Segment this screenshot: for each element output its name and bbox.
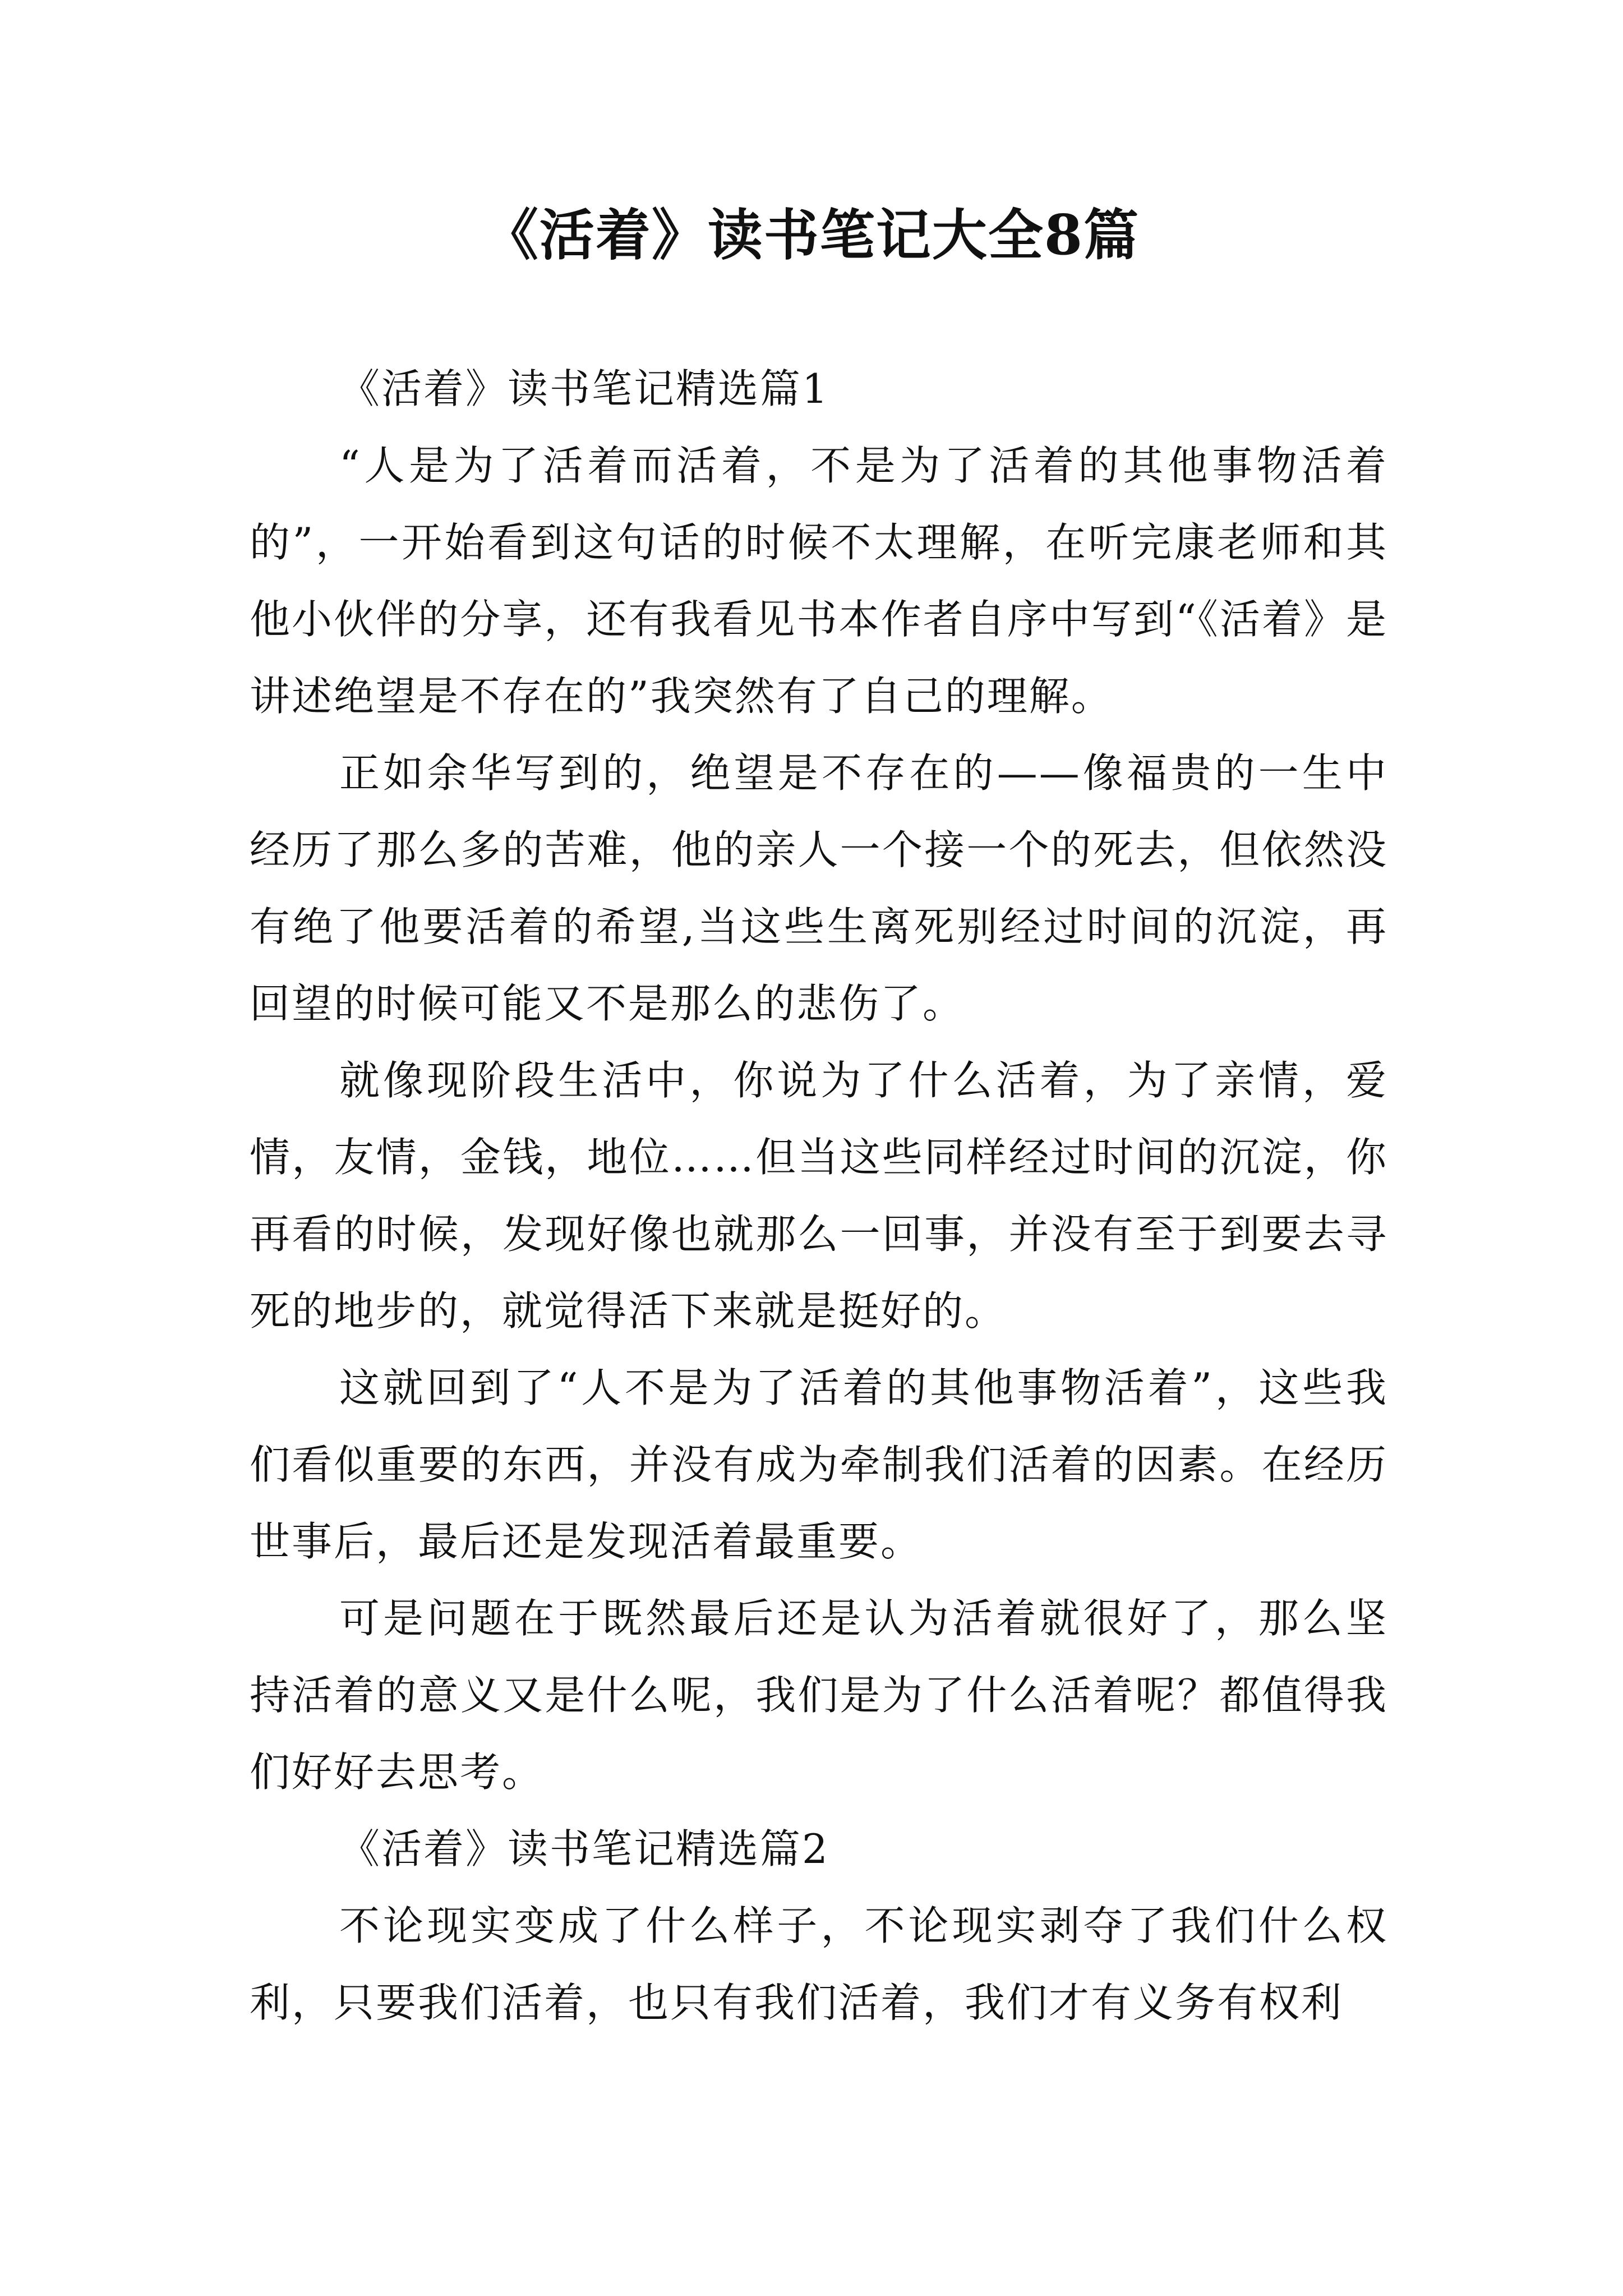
paragraph: 就像现阶段生活中，你说为了什么活着，为了亲情，爱情，友情，金钱，地位……但当这些同样经过时间的沉淀，你再看的时候，发现好像也就那么一回事，并没有至于到要去寻死的地步的，就觉得活下来就是挺好的。 (250, 1057, 1388, 1335)
section-heading: 《活着》读书笔记精选篇1 (339, 365, 829, 412)
paragraph: 正如余华写到的，绝望是不存在的——像福贵的一生中经历了那么多的苦难，他的亲人一个接一个的死去，但依然没有绝了他要活着的希望,当这些生离死别经过时间的沉淀，再回望的时候可能又不是那么的悲伤了。 (250, 749, 1388, 1027)
paragraph: “人是为了活着而活着，不是为了活着的其他事物活着的”，一开始看到这句话的时候不太理解，在听完康老师和其他小伙伴的分享，还有我看见书本作者自序中写到“《活着》是讲述绝望是不存在的”我突然有了自己的理解。 (250, 442, 1388, 720)
document-title: 《活着》读书笔记大全8篇 (483, 203, 1140, 268)
document-body (250, 351, 1388, 2041)
paragraph: 可是问题在于既然最后还是认为活着就很好了，那么坚持活着的意义又是什么呢，我们是为了什么活着呢？都值得我们好好去思考。 (250, 1595, 1388, 1796)
section-heading: 《活着》读书笔记精选篇2 (339, 1825, 829, 1872)
paragraph: 不论现实变成了什么样子，不论现实剥夺了我们什么权利，只要我们活着，也只有我们活着，我们才有义务有权利 (250, 1902, 1388, 2026)
paragraph: 这就回到了“人不是为了活着的其他事物活着”，这些我们看似重要的东西，并没有成为牵制我们活着的因素。在经历世事后，最后还是发现活着最重要。 (250, 1364, 1388, 1565)
